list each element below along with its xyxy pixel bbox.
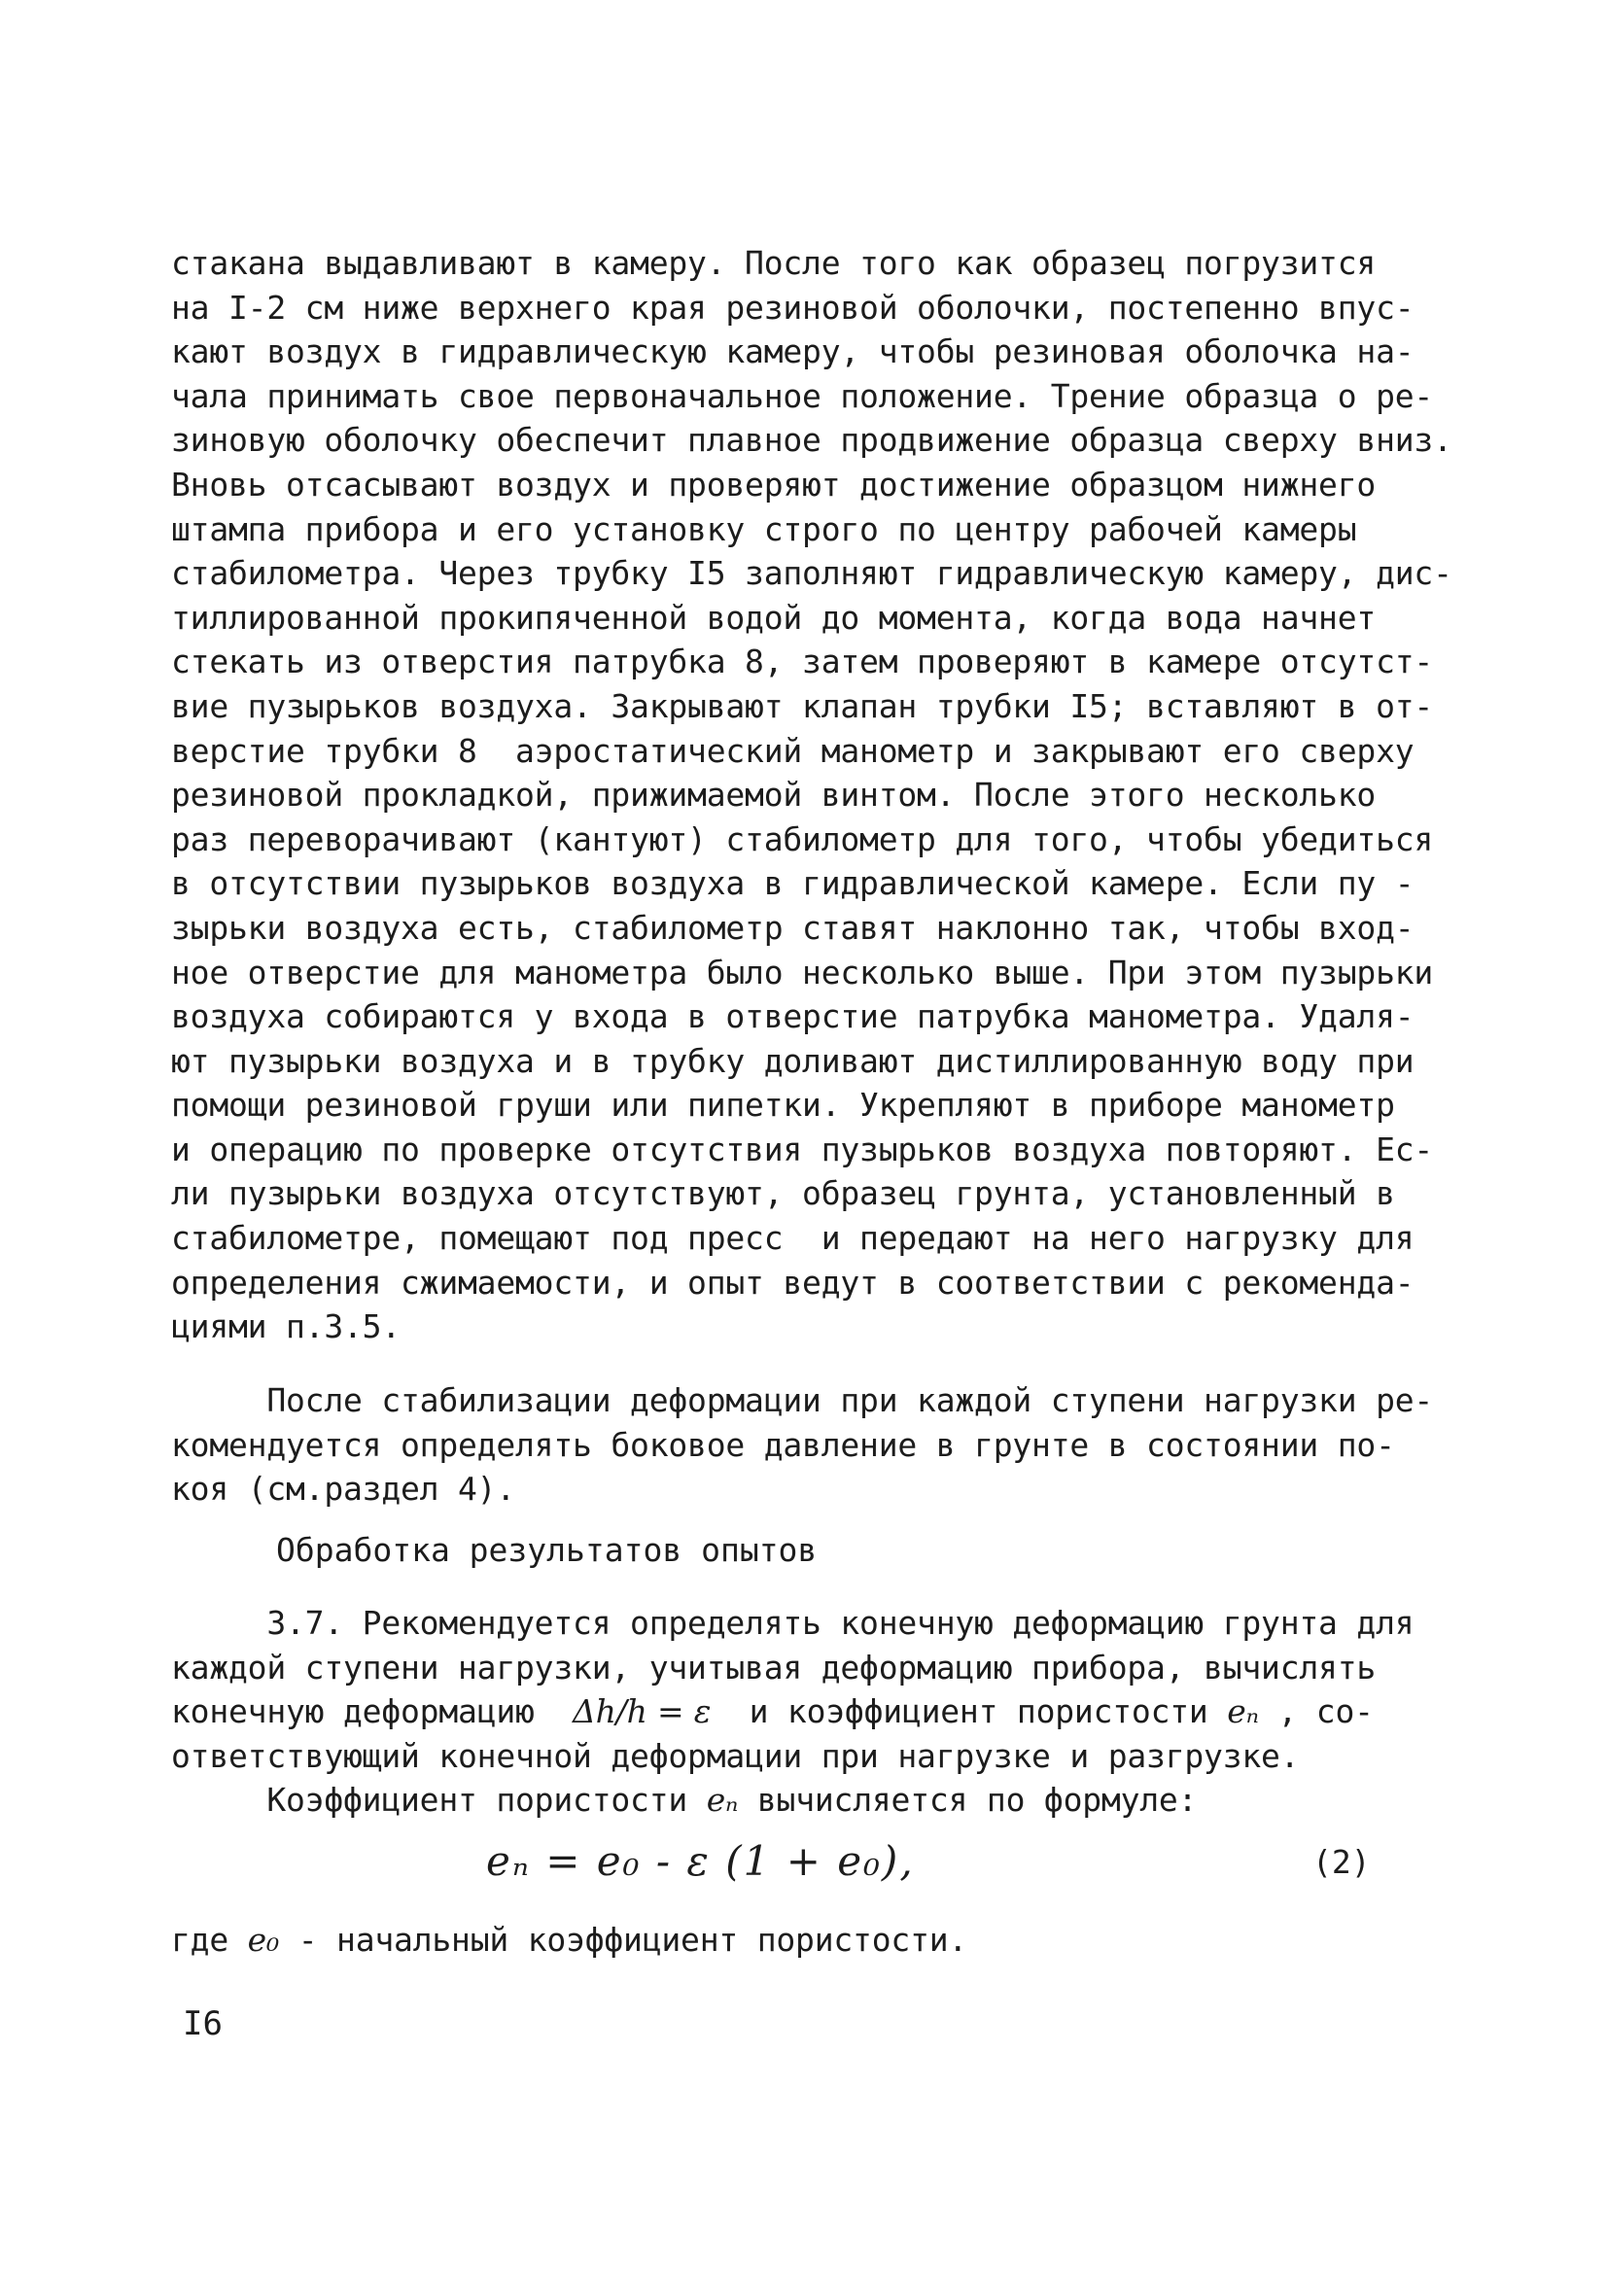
initial-porosity-symbol: e₀ <box>247 1921 280 1959</box>
text-fragment: Коэффициент пористости <box>171 1781 707 1820</box>
text-line: стабилометре, помещают под пресс и передают на него нагрузку для <box>171 1219 1415 1258</box>
formula-number: (2) <box>1312 1843 1371 1881</box>
text-line: определения сжимаемости, и опыт ведут в соответствии с рекоменда- <box>171 1263 1415 1302</box>
text-line: вие пузырьков воздуха. Закрывают клапан трубки I5; вставляют в от- <box>171 686 1434 725</box>
page-number: I6 <box>183 2004 223 2043</box>
formula-intro-line <box>171 1778 1435 1823</box>
text-line: ное отверстие для манометра было несколько выше. При этом пузырьки <box>171 953 1434 991</box>
text-line: помощи резиновой груши или пипетки. Укрепляют в приборе манометр <box>171 1086 1395 1125</box>
text-line: воздуха собираются у входа в отверстие патрубка манометра. Удаля- <box>171 997 1415 1036</box>
text-fragment: где <box>171 1921 248 1959</box>
text-fragment: вычисляется по формуле: <box>738 1781 1198 1820</box>
text-line: Вновь отсасывают воздух и проверяют достижение образцом нижнего <box>171 465 1377 504</box>
text-line: 3.7. Рекомендуется определять конечную деформацию грунта для <box>171 1604 1415 1642</box>
text-line: резиновой прокладкой, прижимаемой винтом. После этого несколько <box>171 776 1377 815</box>
text-line: ответствующий конечной деформации при нагрузке и разгрузке. <box>171 1736 1300 1775</box>
section-heading: Обработка результатов опытов <box>276 1531 818 1569</box>
porosity-formula: eₙ = e₀ - ε (1 + e₀), <box>486 1837 915 1885</box>
text-line: стакана выдавливают в камеру. После того как образец погрузится <box>171 244 1377 282</box>
text-line: зырьки воздуха есть, стабилометр ставят наклонно так, чтобы вход- <box>171 908 1415 947</box>
text-fragment: и коэффициент пористости <box>711 1692 1228 1731</box>
text-line: стабилометра. Через трубку I5 заполняют гидравлическую камеру, дис- <box>171 554 1452 593</box>
text-line: ют пузырьки воздуха и в трубку доливают дистиллированную воду при <box>171 1041 1415 1080</box>
text-line: циями п.3.5. <box>171 1307 402 1346</box>
paragraph-3-7 <box>171 1601 1435 1823</box>
porosity-symbol: eₙ <box>1227 1692 1259 1731</box>
text-line: тиллированной прокипяченной водой до момента, когда вода начнет <box>171 598 1377 637</box>
text-line: на I-2 см ниже верхнего края резиновой оболочки, постепенно впус- <box>171 288 1415 327</box>
text-line: каждой ступени нагрузки, учитывая деформацию прибора, вычислять <box>171 1648 1377 1687</box>
text-line: зиновую оболочку обеспечит плавное продвижение образца сверху вниз. <box>171 421 1452 460</box>
text-fragment: конечную деформацию <box>171 1692 574 1731</box>
text-line: кают воздух в гидравлическую камеру, чтобы резиновая оболочка на- <box>171 332 1415 371</box>
text-line: После стабилизации деформации при каждой ступени нагрузки ре- <box>171 1381 1434 1419</box>
text-line: верстие трубки 8 аэростатический манометр и закрывают его сверху <box>171 731 1415 770</box>
text-line: штампа прибора и его установку строго по центру рабочей камеры <box>171 509 1357 548</box>
text-line: чала принимать свое первоначальное положение. Трение образца о ре- <box>171 376 1434 415</box>
text-line: коя (см.раздел 4). <box>171 1470 516 1509</box>
text-line: стекать из отверстия патрубка 8, затем проверяют в камере отсутст- <box>171 643 1434 681</box>
text-line <box>171 1918 1435 1963</box>
text-fragment: - начальный коэффициент пористости. <box>279 1921 968 1959</box>
text-line: ли пузырьки воздуха отсутствуют, образец грунта, установленный в <box>171 1174 1395 1213</box>
text-line: и операцию по проверке отсутствия пузырьков воздуха повторяют. Ес- <box>171 1130 1434 1168</box>
text-line <box>171 1689 1435 1734</box>
text-line: в отсутствии пузырьков воздуха в гидравлической камере. Если пу - <box>171 864 1415 903</box>
porosity-symbol: eₙ <box>706 1781 739 1820</box>
text-line: раз переворачивают (кантуют) стабилометр для того, чтобы убедиться <box>171 819 1434 858</box>
deformation-formula: Δh/h = ε <box>573 1692 712 1731</box>
text-fragment: , со- <box>1258 1692 1374 1731</box>
where-clause <box>171 1918 1435 1963</box>
paragraph-continuation <box>171 241 1452 1349</box>
text-line: комендуется определять боковое давление в грунте в состоянии по- <box>171 1425 1395 1464</box>
paragraph-lateral-pressure <box>171 1378 1435 1512</box>
